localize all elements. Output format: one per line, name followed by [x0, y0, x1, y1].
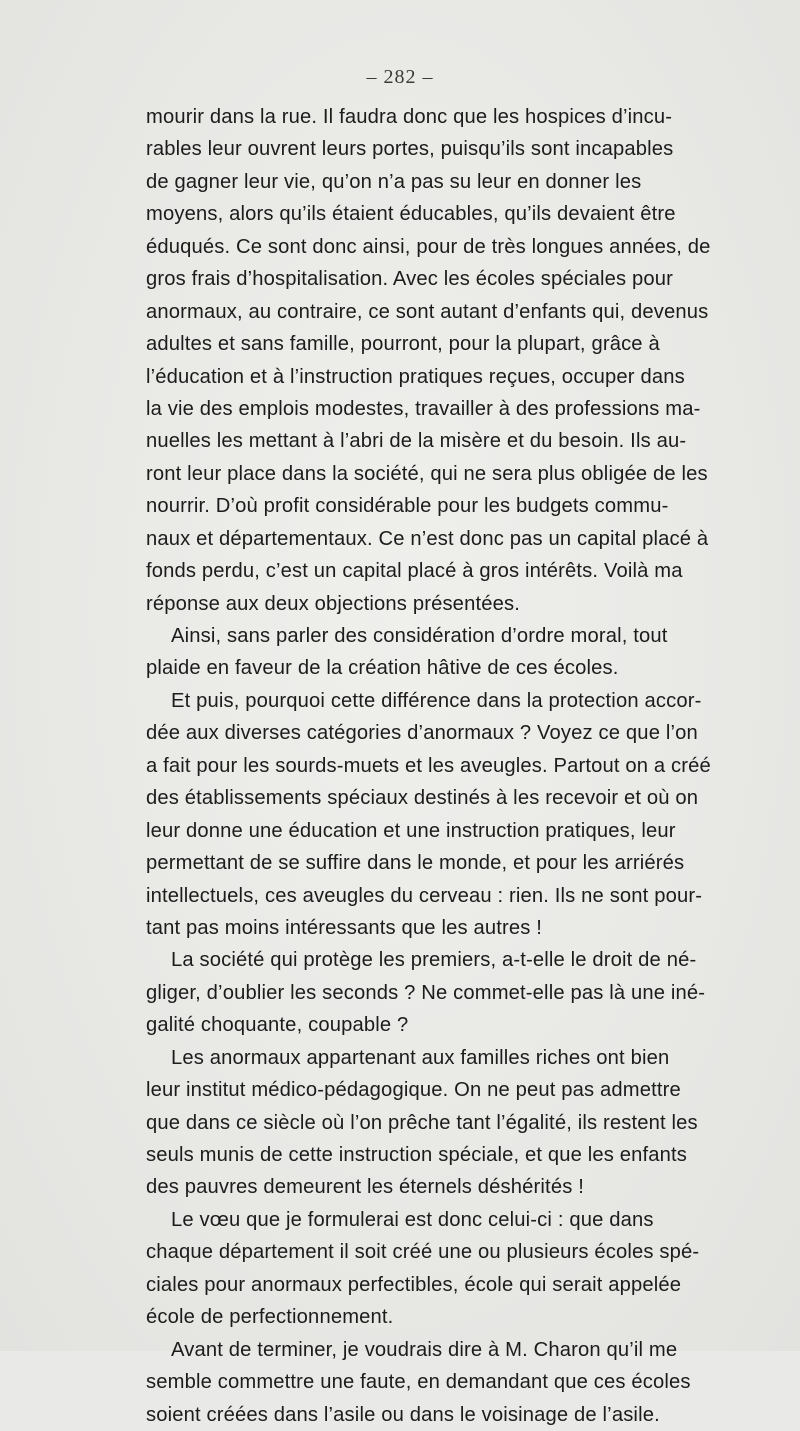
- text-line: plaide en faveur de la création hâtive de ces écoles.: [146, 657, 619, 680]
- text-line: mourir dans la rue. Il faudra donc que les hospices d’incu-: [146, 106, 673, 128]
- text-line: dée aux diverses catégories d’anormaux ? Voyez ce que l’on: [146, 722, 698, 745]
- body-text: [146, 101, 800, 1431]
- text-line: chaque département il soit créé une ou plusieurs écoles spé-: [146, 1241, 700, 1264]
- text-line: de gagner leur vie, qu’on n’a pas su leur en donner les: [146, 170, 642, 193]
- paragraph-first-line: Les anormaux appartenant aux familles riches ont bien: [171, 1046, 670, 1069]
- paragraph-first-line: Le vœu que je formulerai est donc celui-ci : que dans: [171, 1208, 654, 1231]
- text-line: adultes et sans famille, pourront, pour la plupart, grâce à: [146, 333, 660, 356]
- text-line: des pauvres demeurent les éternels déshérités !: [146, 1176, 584, 1199]
- paragraph-first-line: Et puis, pourquoi cette différence dans la protection accor-: [171, 689, 702, 712]
- page-number: – 282 –: [366, 66, 434, 88]
- text-line: ciales pour anormaux perfectibles, école qui serait appelée: [146, 1273, 682, 1296]
- text-line: fonds perdu, c’est un capital placé à gros intérêts. Voilà ma: [146, 560, 683, 583]
- text-line: moyens, alors qu’ils étaient éducables, qu’ils devaient être: [146, 203, 676, 226]
- text-line: semble commettre une faute, en demandant que ces écoles: [146, 1371, 691, 1394]
- text-line: gros frais d’hospitalisation. Avec les écoles spéciales pour: [146, 268, 674, 291]
- text-line: anormaux, au contraire, ce sont autant d’enfants qui, devenus: [146, 300, 709, 323]
- paragraph-first-line: Ainsi, sans parler des considération d’ordre moral, tout: [171, 625, 668, 647]
- text-line: a fait pour les sourds-muets et les aveugles. Partout on a créé: [146, 754, 711, 777]
- text-line: des établissements spéciaux destinés à les recevoir et où on: [146, 787, 699, 810]
- text-line: ront leur place dans la société, qui ne sera plus obligée de les: [146, 462, 708, 485]
- text-line: réponse aux deux objections présentées.: [146, 592, 520, 615]
- text-line: la vie des emplois modestes, travailler à des professions ma-: [146, 397, 701, 420]
- paragraph-first-line: La société qui protège les premiers, a-t-elle le droit de né-: [171, 949, 697, 972]
- text-line: galité choquante, coupable ?: [146, 1014, 409, 1037]
- text-line: rables leur ouvrent leurs portes, puisqu’ils sont incapables: [146, 138, 674, 161]
- text-line: que dans ce siècle où l’on prêche tant l’égalité, ils restent les: [146, 1111, 698, 1134]
- text-line: leur institut médico-pédagogique. On ne peut pas admettre: [146, 1079, 681, 1102]
- text-line: l’éducation et à l’instruction pratiques reçues, occuper dans: [146, 365, 685, 388]
- text-line: nuelles les mettant à l’abri de la misère et du besoin. Ils au-: [146, 430, 687, 453]
- text-line: intellectuels, ces aveugles du cerveau : rien. Ils ne sont pour-: [146, 884, 703, 907]
- text-line: gliger, d’oublier les seconds ? Ne commet-elle pas là une iné-: [146, 981, 706, 1004]
- text-line: nourrir. D’où profit considérable pour les budgets commu-: [146, 495, 669, 518]
- text-line: naux et départementaux. Ce n’est donc pas un capital placé à: [146, 527, 709, 550]
- text-line: leur donne une éducation et une instruction pratiques, leur: [146, 819, 676, 842]
- text-line: permettant de se suffire dans le monde, et pour les arriérés: [146, 852, 685, 875]
- text-line: seuls munis de cette instruction spéciale, et que les enfants: [146, 1144, 688, 1166]
- text-line: soient créées dans l’asile ou dans le voisinage de l’asile.: [146, 1403, 660, 1426]
- text-line: tant pas moins intéressants que les autres !: [146, 916, 542, 939]
- text-line: éduqués. Ce sont donc ainsi, pour de très longues années, de: [146, 235, 711, 258]
- text-line: école de perfectionnement.: [146, 1306, 394, 1329]
- paragraph-first-line: Avant de terminer, je voudrais dire à M. Charon qu’il me: [171, 1338, 678, 1361]
